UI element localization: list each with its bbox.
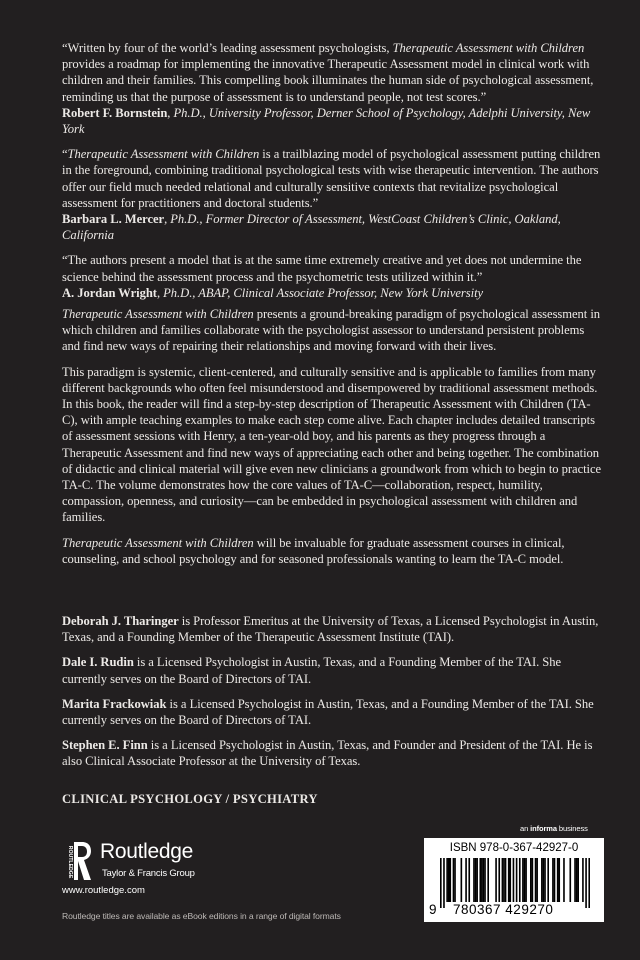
subject-category: CLINICAL PSYCHOLOGY / PSYCHIATRY (62, 792, 318, 806)
barcode-bar (508, 858, 510, 902)
description-paragraph-2: This paradigm is systemic, client-centered, and culturally sensitive and is applicable to families from many different backgrounds who often feel misunderstood and disempowered by traditional assessment methods. In this book, the reader will find a step-by-step description of Therapeutic Assessment with Children (TA-C), with ample teaching examples to make each step come alive. Each chapter includes detailed transcripts of assessment sessions with Henry, a ten-year-old boy, and his parents as they progress through a Therapeutic Assessment and find new ways of appreciating each other and being together. The combination of didactic and clinical material will give even new clinicians a groundwork from which to begin to practice TA-C. The volume demonstrates how the core values of TA-C—collaboration, respect, humility, compassion, openness, and curiosity—can be embedded in psychological assessment with children and families. (62, 364, 602, 525)
endorsement-2: “Therapeutic Assessment with Children is a trailblazing model of psychological assessment putting children in the foreground, combining traditional psychological tests with wise therapeutic intervention. The authors offer our field much needed relational and culturally sensitive contexts that revitalize psychological assessment for practitioners and doctoral students.” Barbara L. Mercer, Ph.D., Former Director of Assessment, WestCoast Children’s Clinic, Oakland, California (62, 147, 601, 243)
barcode-bar (516, 858, 518, 908)
ebook-availability-note: Routledge titles are available as eBook editions in a range of digital formats (62, 911, 341, 921)
quote-text: “ (62, 147, 68, 162)
author-name: Dale I. Rudin (62, 655, 134, 670)
barcode-bar (468, 858, 470, 902)
informa-suffix: business (556, 824, 588, 833)
author-bios (62, 613, 602, 779)
barcode-bar (577, 858, 579, 902)
author-bio (62, 613, 602, 645)
description-text: presents a ground-breaking paradigm of psychological assessment in which children and families collaborate with the psychologist assessor to understand persistent problems and find new ways of repairing their relationships and moving forward with their lives. (62, 307, 601, 354)
barcode-bar (519, 858, 521, 902)
quote-text: “The authors present a model that is at the same time extremely creative and yet does not undermine the science behind the assessment process and the psychometric tests utilized within it.” (62, 253, 582, 284)
barcode-bar (454, 858, 456, 902)
barcode-bar (552, 858, 554, 902)
barcode-bar (475, 858, 477, 902)
barcode-bar (535, 858, 537, 902)
publisher-logo (62, 840, 262, 886)
barcode-bar (509, 858, 511, 902)
description-paragraph-1 (62, 306, 602, 355)
ean-first-digit: 9 (429, 902, 437, 917)
publisher-url[interactable]: www.routledge.com (62, 885, 145, 896)
endorsement-3: “The authors present a model that is at the same time extremely creative and yet does not undermine the science behind the assessment process and the psychometric tests utilized within it.” A. Jordan Wright, Ph.D., ABAP, Clinical Associate Professor, New York University (62, 253, 582, 300)
barcode-bar (473, 858, 475, 902)
author-bio-text: is a Licensed Psychologist in Austin, Texas, and a Founding Member of the TAI. She currently serves on the Board of Directors of TAI. (62, 655, 562, 686)
endorser-name: Barbara L. Mercer (62, 212, 165, 227)
barcode-bar (522, 858, 524, 902)
endorsement-1: “Written by four of the world’s leading assessment psychologists, Therapeutic Assessment with Children provides a roadmap for implementing the innovative Therapeutic Assessment model in clinical work with children and their families. This compelling book illuminates the human side of psychological assessment, reminding us that the purpose of assessment is to understand people, not test scores.” Robert F. Bornstein, Ph.D., University Professor, Derner School of Psychology, Adelphi University, New York (62, 41, 594, 137)
barcode-bar (479, 858, 481, 902)
book-title-italic: Therapeutic Assessment with Children (62, 307, 254, 321)
barcode-bar (557, 858, 559, 902)
barcode-bars (440, 858, 590, 908)
publisher-name: Routledge (100, 840, 194, 863)
barcode-bar (484, 858, 486, 902)
isbn-barcode (424, 838, 604, 922)
publisher-group: Taylor & Francis Group (102, 868, 195, 879)
barcode-bar (453, 858, 455, 902)
routledge-r-logo-icon (62, 840, 92, 884)
barcode-bar (503, 858, 505, 902)
logo-vertical-text: ROUTLEDGE (67, 845, 73, 879)
barcode-bar (487, 858, 489, 902)
barcode-bar (582, 858, 584, 902)
barcode-bar (547, 858, 549, 902)
barcode-bar (461, 858, 463, 902)
barcode-bar (495, 858, 497, 902)
barcode-bar (558, 858, 560, 902)
book-title-italic: Therapeutic Assessment with Children (62, 535, 254, 550)
barcode-bar (448, 858, 450, 902)
book-description (62, 306, 602, 576)
quote-text: is a trailblazing model of psychological assessment putting children in the foreground, combining traditional psychological tests with wise therapeutic intervention. The authors offer our field much needed relational and culturally sensitive contexts that revitalize psychological assessment for practitioners and doctoral students.” (62, 147, 601, 210)
barcode-bar (440, 858, 442, 908)
author-bio-text: is a Licensed Psychologist in Austin, Texas, and a Founding Member of the TAI. She currently serves on the Board of Directors of TAI. (62, 696, 594, 728)
barcode-bar (543, 858, 545, 902)
barcode-bar (541, 858, 543, 902)
author-bio (62, 654, 602, 686)
author-bio (62, 696, 602, 728)
endorsements (62, 40, 602, 310)
endorser-credentials: Ph.D., University Professor, Derner School of Psychology, Adelphi University, New York (62, 105, 591, 137)
barcode-bar (585, 858, 587, 908)
barcode-bar (569, 858, 571, 902)
author-name: Marita Frackowiak (62, 696, 167, 711)
quote-text: “Written by four of the world’s leading assessment psychologists, (62, 41, 393, 55)
barcode-bar (588, 858, 590, 908)
barcode-bar (443, 858, 445, 908)
barcode-bar (544, 858, 546, 902)
book-title-italic: Therapeutic Assessment with Children (392, 41, 585, 55)
description-paragraph-3 (62, 535, 602, 567)
barcode-bar (449, 858, 451, 902)
endorser-name: A. Jordan Wright (62, 285, 157, 300)
endorser-credentials: Ph.D., ABAP, Clinical Associate Professor, New York University (163, 285, 484, 300)
endorser-name: Robert F. Bornstein (62, 105, 168, 120)
ean-digits: 780367 429270 (453, 902, 554, 917)
barcode-bar (446, 858, 448, 902)
barcode-bar (498, 858, 500, 902)
isbn-label: ISBN 978-0-367-42927-0 (449, 842, 579, 854)
barcode-bar (536, 858, 538, 902)
description-text: will be invaluable for graduate assessment courses in clinical, counseling, and school psychology and for seasoned professionals wanting to learn the TA-C model. (62, 535, 565, 566)
barcode-bar (532, 858, 534, 902)
barcode-bar (554, 858, 556, 902)
author-name: Deborah J. Tharinger (62, 614, 179, 628)
book-title-italic: Therapeutic Assessment with Children (67, 147, 260, 162)
barcode-bar (525, 858, 527, 902)
quote-text: provides a roadmap for implementing the innovative Therapeutic Assessment model in clinical work with children and their families. This compelling book illuminates the human side of psychological assessment, reminding us that the purpose of assessment is to understand people, not test scores.” (62, 57, 594, 104)
barcode-bar (563, 858, 565, 902)
barcode-bar (524, 858, 526, 902)
author-bio-text: is Professor Emeritus at the University of Texas, a Licensed Psychologist in Austin, Texas, and a Founding Member of the Therapeutic Assessment Institute (TAI). (62, 614, 599, 645)
informa-prefix: an (520, 824, 531, 833)
barcode-bar (574, 858, 576, 902)
barcode-bar (465, 858, 467, 902)
informa-business-tag (520, 824, 588, 833)
barcode-bar (530, 858, 532, 902)
barcode-bar (502, 858, 504, 902)
barcode-bar (483, 858, 485, 902)
informa-brand: informa (530, 824, 557, 833)
barcode-bar (481, 858, 483, 902)
barcode-bar (513, 858, 515, 908)
endorser-credentials: Ph.D., Former Director of Assessment, WestCoast Children’s Clinic, Oakland, California (62, 212, 561, 243)
barcode-bar (476, 858, 478, 902)
author-bio (62, 737, 602, 769)
author-bio-text: is a Licensed Psychologist in Austin, Texas, and Founder and President of the TAI. He is also Clinical Associate Professor at the University of Texas. (62, 738, 593, 769)
barcode-bar (576, 858, 578, 902)
barcode-bar (505, 858, 507, 902)
author-name: Stephen E. Finn (62, 738, 148, 753)
